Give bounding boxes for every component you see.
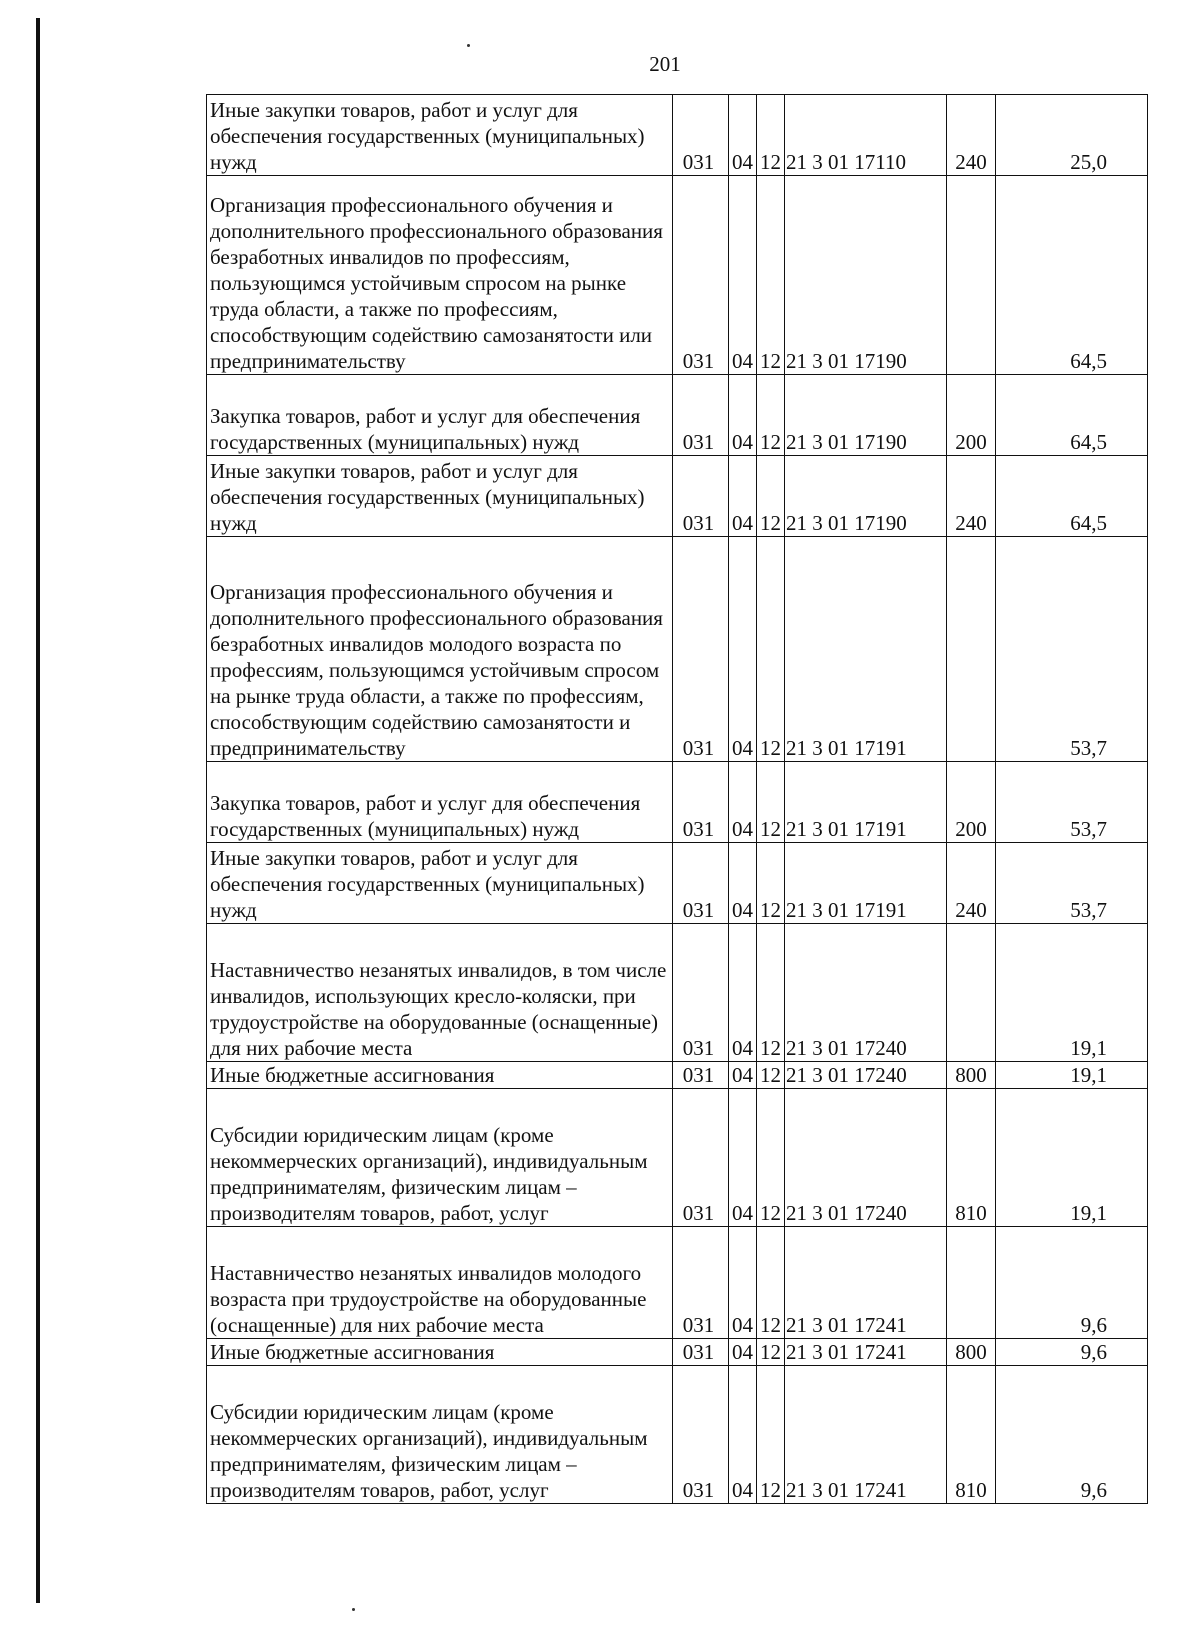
row-description: Иные закупки товаров, работ и услуг для обеспечения государственных (муниципальных) нужд: [207, 95, 673, 176]
table-row: [207, 1089, 1148, 1227]
page-margin-line: [36, 18, 40, 1603]
subsection-code: 12: [757, 1366, 785, 1504]
section-code: 04: [729, 537, 757, 762]
table-row: [207, 375, 1148, 456]
subsection-code: 12: [757, 924, 785, 1062]
table-row: [207, 1062, 1148, 1089]
expense-type-code: [947, 537, 996, 762]
row-description: Субсидии юридическим лицам (кроме некоммерческих организаций), индивидуальным предпринимателям, физическим лицам – производителям товаров, работ, услуг: [207, 1089, 673, 1227]
amount: 9,6: [996, 1339, 1148, 1366]
amount: 53,7: [996, 843, 1148, 924]
expense-type-code: 200: [947, 762, 996, 843]
ministry-code: 031: [673, 924, 729, 1062]
ministry-code: 031: [673, 1366, 729, 1504]
scan-speck: [352, 1608, 355, 1611]
expense-type-code: [947, 924, 996, 1062]
subsection-code: 12: [757, 1227, 785, 1339]
expense-type-code: [947, 1227, 996, 1339]
target-article-code: 21 3 01 17241: [785, 1339, 947, 1366]
section-code: 04: [729, 924, 757, 1062]
ministry-code: 031: [673, 1339, 729, 1366]
amount: 64,5: [996, 176, 1148, 375]
section-code: 04: [729, 1089, 757, 1227]
amount: 19,1: [996, 1062, 1148, 1089]
row-description: Закупка товаров, работ и услуг для обеспечения государственных (муниципальных) нужд: [207, 375, 673, 456]
target-article-code: 21 3 01 17241: [785, 1227, 947, 1339]
target-article-code: 21 3 01 17191: [785, 843, 947, 924]
row-description: Субсидии юридическим лицам (кроме некоммерческих организаций), индивидуальным предпринимателям, физическим лицам – производителям товаров, работ, услуг: [207, 1366, 673, 1504]
amount: 19,1: [996, 924, 1148, 1062]
expense-type-code: 240: [947, 456, 996, 537]
target-article-code: 21 3 01 17241: [785, 1366, 947, 1504]
target-article-code: 21 3 01 17240: [785, 1089, 947, 1227]
ministry-code: 031: [673, 375, 729, 456]
target-article-code: 21 3 01 17110: [785, 95, 947, 176]
table-row: [207, 537, 1148, 762]
amount: 64,5: [996, 456, 1148, 537]
row-description: Организация профессионального обучения и дополнительного профессионального образования безработных инвалидов по профессиям, пользующимся устойчивым спросом на рынке труда области, а также по профессиям, способствующим содействию самозанятости или предпринимательству: [207, 176, 673, 375]
amount: 53,7: [996, 762, 1148, 843]
expense-type-code: 810: [947, 1366, 996, 1504]
table-row: [207, 1227, 1148, 1339]
expense-type-code: 200: [947, 375, 996, 456]
target-article-code: 21 3 01 17191: [785, 762, 947, 843]
expense-type-code: 800: [947, 1062, 996, 1089]
section-code: 04: [729, 176, 757, 375]
row-description: Организация профессионального обучения и дополнительного профессионального образования безработных инвалидов молодого возраста по профессиям, пользующимся устойчивым спросом на рынке труда области, а также по профессиям, способствующим содействию самозанятости и предпринимательству: [207, 537, 673, 762]
table-row: [207, 762, 1148, 843]
amount: 19,1: [996, 1089, 1148, 1227]
subsection-code: 12: [757, 843, 785, 924]
row-description: Иные бюджетные ассигнования: [207, 1339, 673, 1366]
table-row: [207, 843, 1148, 924]
ministry-code: 031: [673, 1089, 729, 1227]
expense-type-code: 800: [947, 1339, 996, 1366]
row-description: Иные закупки товаров, работ и услуг для обеспечения государственных (муниципальных) нужд: [207, 456, 673, 537]
expense-type-code: 240: [947, 843, 996, 924]
subsection-code: 12: [757, 1339, 785, 1366]
page-number: 201: [649, 52, 681, 76]
target-article-code: 21 3 01 17190: [785, 375, 947, 456]
ministry-code: 031: [673, 95, 729, 176]
table-row: [207, 1366, 1148, 1504]
row-description: Иные закупки товаров, работ и услуг для обеспечения государственных (муниципальных) нужд: [207, 843, 673, 924]
subsection-code: 12: [757, 456, 785, 537]
target-article-code: 21 3 01 17240: [785, 924, 947, 1062]
subsection-code: 12: [757, 375, 785, 456]
amount: 25,0: [996, 95, 1148, 176]
expense-type-code: [947, 176, 996, 375]
target-article-code: 21 3 01 17240: [785, 1062, 947, 1089]
subsection-code: 12: [757, 537, 785, 762]
amount: 9,6: [996, 1366, 1148, 1504]
section-code: 04: [729, 95, 757, 176]
subsection-code: 12: [757, 762, 785, 843]
subsection-code: 12: [757, 1062, 785, 1089]
ministry-code: 031: [673, 1062, 729, 1089]
section-code: 04: [729, 1227, 757, 1339]
target-article-code: 21 3 01 17190: [785, 176, 947, 375]
amount: 53,7: [996, 537, 1148, 762]
row-description: Наставничество незанятых инвалидов молодого возраста при трудоустройстве на оборудованные (оснащенные) для них рабочие места: [207, 1227, 673, 1339]
ministry-code: 031: [673, 456, 729, 537]
scan-speck: [467, 44, 470, 47]
section-code: 04: [729, 1339, 757, 1366]
table-row: [207, 95, 1148, 176]
section-code: 04: [729, 1062, 757, 1089]
target-article-code: 21 3 01 17190: [785, 456, 947, 537]
table-row: [207, 924, 1148, 1062]
table-body: [207, 95, 1148, 1504]
table-row: [207, 176, 1148, 375]
ministry-code: 031: [673, 537, 729, 762]
row-description: Наставничество незанятых инвалидов, в том числе инвалидов, использующих кресло-коляски, при трудоустройстве на оборудованные (оснащенные) для них рабочие места: [207, 924, 673, 1062]
section-code: 04: [729, 843, 757, 924]
section-code: 04: [729, 375, 757, 456]
ministry-code: 031: [673, 176, 729, 375]
subsection-code: 12: [757, 1089, 785, 1227]
row-description: Иные бюджетные ассигнования: [207, 1062, 673, 1089]
section-code: 04: [729, 762, 757, 843]
expense-type-code: 810: [947, 1089, 996, 1227]
amount: 9,6: [996, 1227, 1148, 1339]
section-code: 04: [729, 456, 757, 537]
subsection-code: 12: [757, 176, 785, 375]
ministry-code: 031: [673, 1227, 729, 1339]
target-article-code: 21 3 01 17191: [785, 537, 947, 762]
row-description: Закупка товаров, работ и услуг для обеспечения государственных (муниципальных) нужд: [207, 762, 673, 843]
budget-table: [206, 94, 1148, 1504]
section-code: 04: [729, 1366, 757, 1504]
ministry-code: 031: [673, 762, 729, 843]
amount: 64,5: [996, 375, 1148, 456]
expense-type-code: 240: [947, 95, 996, 176]
ministry-code: 031: [673, 843, 729, 924]
table-row: [207, 456, 1148, 537]
subsection-code: 12: [757, 95, 785, 176]
table-row: [207, 1339, 1148, 1366]
